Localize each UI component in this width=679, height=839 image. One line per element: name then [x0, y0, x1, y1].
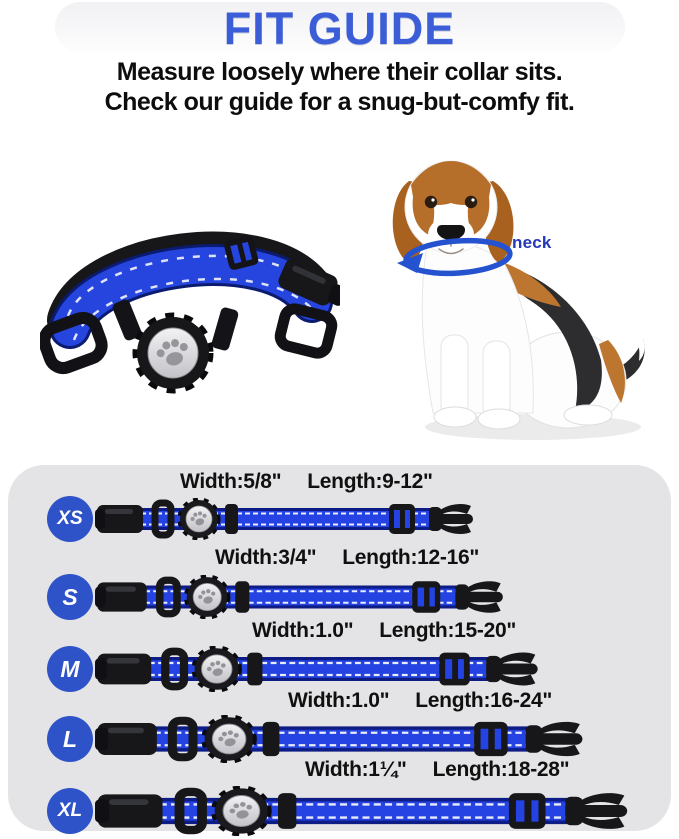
width-spec: Width:1¼"	[305, 758, 407, 781]
length-spec: Length:16-24"	[415, 689, 553, 712]
page-title: FIT GUIDE	[223, 3, 456, 54]
flat-collar-xs	[95, 498, 475, 540]
size-guide-panel	[8, 465, 671, 831]
dog-hind-paw	[564, 405, 612, 425]
flat-collar-xl	[95, 786, 630, 836]
length-spec: Length:12-16"	[342, 546, 480, 569]
flat-collar-s	[95, 575, 505, 619]
dog-front-paw	[478, 409, 520, 429]
dog-eye	[425, 196, 437, 208]
size-label: L	[62, 725, 78, 752]
size-badge-s	[47, 574, 93, 620]
dog-chest	[422, 242, 533, 413]
dog-figure	[383, 145, 655, 445]
dog-front-leg	[441, 335, 468, 417]
length-spec: Length:18-28"	[432, 758, 570, 781]
airtag-holder-icon	[135, 315, 211, 391]
size-label: XL	[57, 800, 83, 821]
size-specs-m	[252, 619, 516, 643]
dog-eye-glint	[431, 198, 434, 201]
width-spec: Width:1.0"	[252, 619, 354, 642]
subtitle	[0, 57, 679, 117]
dog-eye	[465, 196, 477, 208]
collar-product-photo	[40, 230, 340, 400]
neck-label: neck	[512, 233, 552, 252]
keeper-loop-icon	[211, 306, 240, 351]
length-spec: Length:15-20"	[379, 619, 517, 642]
size-badge-xl	[47, 788, 93, 834]
dog-front-paw	[434, 407, 476, 427]
flat-collar-m	[95, 646, 540, 692]
buckle-loop-icon	[278, 307, 334, 355]
dog-front-leg	[483, 341, 510, 419]
size-specs-xl	[305, 758, 569, 782]
size-badge-l	[47, 716, 93, 762]
size-label: XS	[57, 508, 83, 529]
length-spec: Length:9-12"	[307, 470, 433, 493]
width-spec: Width:1.0"	[288, 689, 390, 712]
width-spec: Width:5/8"	[180, 470, 282, 493]
size-badge-xs	[47, 496, 93, 542]
size-badge-m	[47, 646, 93, 692]
subtitle-line-1: Measure loosely where their collar sits.	[116, 58, 563, 86]
size-label: M	[60, 655, 80, 682]
flat-collar-l	[95, 715, 585, 763]
dog-eye-glint	[471, 198, 474, 201]
size-specs-xs	[180, 470, 433, 494]
beagle-illustration	[383, 145, 655, 445]
width-spec: Width:3/4"	[215, 546, 317, 569]
size-specs-l	[288, 689, 552, 713]
subtitle-line-2: Check our guide for a snug-but-comfy fit.	[104, 88, 575, 116]
size-specs-s	[215, 546, 479, 570]
size-label: S	[62, 583, 78, 610]
